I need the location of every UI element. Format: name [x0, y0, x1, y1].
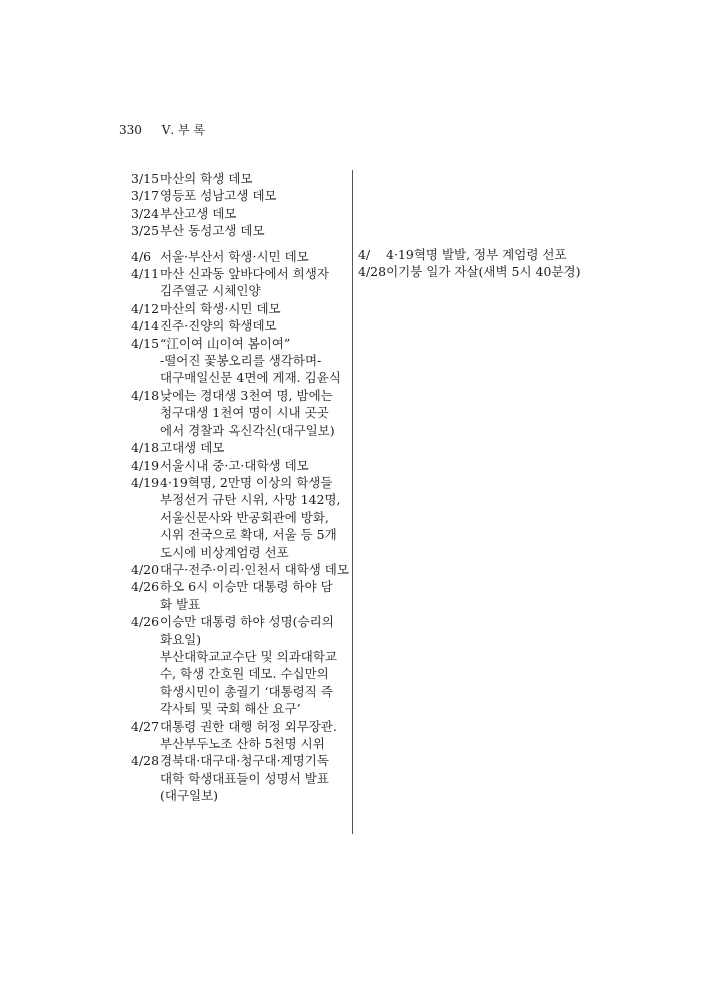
timeline-entry	[131, 187, 365, 204]
timeline-entry	[131, 613, 365, 717]
entry-date: 4/6	[131, 248, 152, 264]
entry-text	[160, 205, 365, 222]
entry-text	[160, 265, 365, 300]
entry-line: 화 발표	[160, 596, 201, 612]
entry-text	[160, 300, 365, 317]
entry-line: 화요일)	[160, 631, 202, 647]
timeline-entry	[358, 263, 588, 280]
entry-line: 이승만 대통령 하야 성명(승리의	[160, 614, 334, 630]
entry-line: 김주열군 시체인양	[160, 283, 261, 299]
entry-line: 서울시내 중·고·대학생 데모	[160, 457, 309, 473]
entry-line: 하오 6시 이승만 대통령 하야 담	[160, 579, 333, 595]
entry-line: 대구·전주·이리·인천서 대학생 데모	[160, 561, 349, 577]
entry-line: 서울신문사와 반공회관에 방화,	[160, 509, 329, 525]
entry-date: 4/26	[131, 614, 160, 630]
entry-text	[160, 248, 365, 265]
entry-date: 4/18	[131, 387, 160, 403]
timeline-entry	[358, 246, 588, 263]
entry-date: 4/15	[131, 335, 160, 351]
entry-text	[160, 474, 365, 561]
timeline-entry	[131, 561, 365, 578]
entry-date: 4/12	[131, 300, 160, 316]
entry-line: 마산의 학생 데모	[160, 171, 253, 186]
timeline-entry	[131, 718, 365, 753]
entry-line: 부산고생 데모	[160, 205, 237, 221]
entry-date: 3/17	[131, 188, 160, 204]
entry-line: 수, 학생 간호원 데모. 수십만의	[160, 666, 329, 682]
entry-date: 4/28	[131, 753, 160, 769]
entry-line: 대통령 권한 대행 허정 외무장관.	[160, 718, 337, 734]
entry-text	[160, 561, 365, 578]
timeline-entry	[131, 752, 365, 804]
timeline-entry	[131, 300, 365, 317]
timeline-entry	[131, 222, 365, 239]
entry-text	[160, 335, 365, 387]
entry-text	[160, 222, 365, 239]
entry-text	[160, 752, 365, 804]
entry-date: 3/25	[131, 223, 160, 239]
entry-line: 각사퇴 및 국회 해산 요구’	[160, 701, 301, 717]
entry-line: (대구일보)	[160, 788, 219, 804]
entry-text	[160, 439, 365, 456]
entry-text	[160, 718, 365, 753]
event-group	[131, 170, 365, 240]
entry-text	[160, 578, 365, 613]
entry-text	[160, 387, 365, 439]
timeline-entry	[131, 474, 365, 561]
entry-date: 4/18	[131, 440, 160, 456]
entry-line: “江이여 山이여 봄이여”	[160, 335, 291, 351]
entry-line: 진주·진양의 학생데모	[160, 318, 277, 334]
entry-date: 4/20	[131, 561, 160, 577]
entry-line: 경북대·대구대·청구대·계명기독	[160, 753, 329, 769]
event-group	[131, 248, 365, 805]
entry-line: 에서 경찰과 옥신각신(대구일보)	[160, 422, 335, 438]
entry-line: 대구매일신문 4면에 게재. 김윤식	[160, 370, 341, 386]
timeline-entry	[131, 265, 365, 300]
entry-line: 이기붕 일가 자살(새벽 5시 40분경)	[386, 264, 581, 280]
entry-date: 4/11	[131, 266, 160, 282]
entry-line: 학생시민이 총궐기 ‘대통령직 즉	[160, 683, 333, 699]
entry-text	[160, 613, 365, 717]
timeline-entry	[131, 317, 365, 334]
page-number: 330	[119, 123, 142, 137]
entry-text	[160, 170, 365, 187]
entry-line: 청구대생 1천여 명이 시내 곳곳	[160, 405, 329, 421]
entry-line: 영등포 성남고생 데모	[160, 188, 277, 204]
entry-date: 3/15	[131, 171, 160, 186]
running-head	[119, 121, 205, 138]
timeline-entry	[131, 170, 365, 187]
entry-date: 4/26	[131, 579, 160, 595]
timeline-entry	[131, 205, 365, 222]
entry-date: 4/19	[131, 457, 160, 473]
timeline-entry	[131, 248, 365, 265]
entry-date: 4/28	[358, 264, 387, 280]
entry-text	[386, 246, 588, 263]
timeline-entry	[131, 335, 365, 387]
entry-line: 부정선거 규탄 시위, 사망 142명,	[160, 492, 341, 508]
entry-date: 4/	[358, 247, 371, 262]
entry-date: 4/27	[131, 718, 160, 734]
entry-line: 도시에 비상계엄령 선포	[160, 544, 289, 560]
right-column-events	[358, 246, 588, 281]
entry-line: 마산 신과동 앞바다에서 희생자	[160, 266, 329, 282]
timeline-entry	[131, 578, 365, 613]
entry-line: 대학 학생대표들이 성명서 발표	[160, 770, 329, 786]
entry-date: 4/19	[131, 474, 160, 490]
entry-line: 부산부두노조 산하 5천명 시위	[160, 736, 325, 751]
entry-line: 마산의 학생·시민 데모	[160, 300, 281, 316]
entry-date: 4/14	[131, 318, 160, 334]
entry-text	[386, 263, 588, 280]
entry-line: 낮에는 경대생 3천여 명, 밤에는	[160, 387, 333, 403]
entry-text	[160, 317, 365, 334]
entry-text	[160, 457, 365, 474]
section-title: Ⅴ. 부 록	[161, 123, 206, 137]
entry-line: -떨어진 꽃봉오리를 생각하며-	[160, 353, 322, 369]
timeline-entry	[131, 387, 365, 439]
entry-line: 고대생 데모	[160, 440, 225, 456]
entry-text	[160, 187, 365, 204]
entry-line: 시위 전국으로 확대, 서울 등 5개	[160, 527, 337, 543]
entry-line: 4·19혁명 발발, 정부 계엄령 선포	[386, 247, 567, 262]
left-column-events	[131, 170, 365, 805]
entry-line: 4·19혁명, 2만명 이상의 학생들	[160, 474, 333, 490]
entry-date: 3/24	[131, 205, 160, 221]
timeline-entry	[131, 439, 365, 456]
timeline-entry	[131, 457, 365, 474]
entry-line: 서울·부산서 학생·시민 데모	[160, 248, 309, 264]
entry-line: 부산 동성고생 데모	[160, 223, 265, 239]
entry-line: 부산대학교교수단 및 의과대학교	[160, 648, 337, 664]
